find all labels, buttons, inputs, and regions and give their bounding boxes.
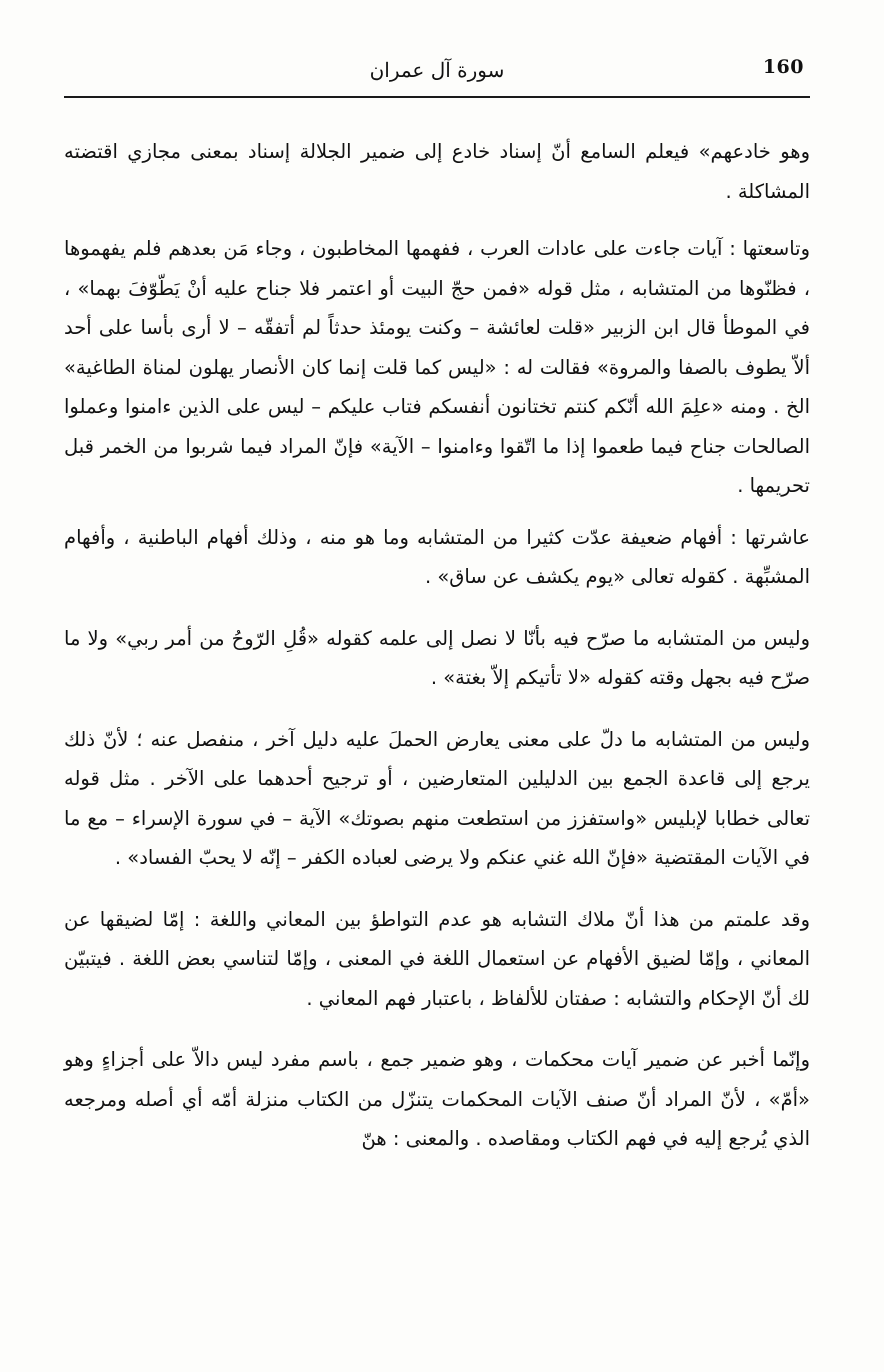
page-number: 160 [762,56,804,78]
page-header [64,52,810,98]
running-title: سورة آل عمران [369,58,505,82]
paragraph: وإنّما أخبر عن ضمير آيات محكمات ، وهو ضمير جمع ، باسم مفرد ليس دالاّ على أجزاءٍ وهو «أمّ» ، لأنّ المراد أنّ صنف الآيات المحكمات يتنزّل من الكتاب منزلة أمّه أي أصله ومرجعه الذي يُرجع إليه في فهم الكتاب ومقاصده . والمعنى : هنّ [64,1048,810,1150]
paragraph: وليس من المتشابه ما دلّ على معنى يعارض الحملَ عليه دليل آخر ، منفصل عنه ؛ لأنّ ذلك يرجع إلى قاعدة الجمع بين الدليلين المتعارضين ، أو ترجيح أحدهما على الآخر . مثل قوله تعالى خطابا لإبليس «واستفزز من استطعت منهم بصوتك» الآية – في سورة الإسراء – مع ما في الآيات المقتضية «فإنّ الله غني عنكم ولا يرضى لعباده الكفر – إنّه لا يحبّ الفساد» . [64,727,810,869]
paragraph: وليس من المتشابه ما صرّح فيه بأنّا لا نصل إلى علمه كقوله «قُلِ الرّوحُ من أمر ربي» ولا ما صرّح فيه بجهل وقته كقوله «لا تأتيكم إلاّ بغتة» . [64,626,810,689]
paragraph: وهو خادعهم» فيعلم السامع أنّ إسناد خادع إلى ضمير الجلالة إسناد بمعنى مجازي اقتضته المشاكلة . [64,140,810,203]
paragraph: وقد علمتم من هذا أنّ ملاك التشابه هو عدم التواطؤ بين المعاني واللغة : إمّا لضيقها عن المعاني ، وإمّا لضيق الأفهام عن استعمال اللغة في المعنى ، وإمّا لتناسي بعض اللغة . فيتبيّن لك أنّ الإحكام والتشابه : صفتان للألفاظ ، باعتبار فهم المعاني . [64,907,810,1010]
page-body [64,132,810,1159]
paragraph: وتاسعتها : آيات جاءت على عادات العرب ، ففهمها المخاطبون ، وجاء مَن بعدهم فلم يفهموها ، فظنّوها من المتشابه ، مثل قوله «فمن حجّ البيت أو اعتمر فلا جناح عليه أنْ يَطّوّفَ بهما» ، في الموطأ قال ابن الزبير «قلت لعائشة – وكنت يومئذ حدثاً لم أتفقّه – لا أرى بأسا على أحد ألاّ يطوف بالصفا والمروة» فقالت له : «ليس كما قلت إنما كان الأنصار يهلون لمناة الطاغية» الخ . ومنه «علِمَ الله أنّكم كنتم تختانون أنفسكم فتاب عليكم – ليس على الذين ءامنوا وعملوا الصالحات جناح فيما طعموا إذا ما اتّقوا وءامنوا – الآية» فإنّ المراد فيما شربوا من الخمر قبل تحريمها . [64,237,810,497]
paragraph: عاشرتها : أفهام ضعيفة عدّت كثيرا من المتشابه وما هو منه ، وذلك أفهام الباطنية ، وأفهام المشبِّهة . كقوله تعالى «يوم يكشف عن ساق» . [64,525,810,588]
